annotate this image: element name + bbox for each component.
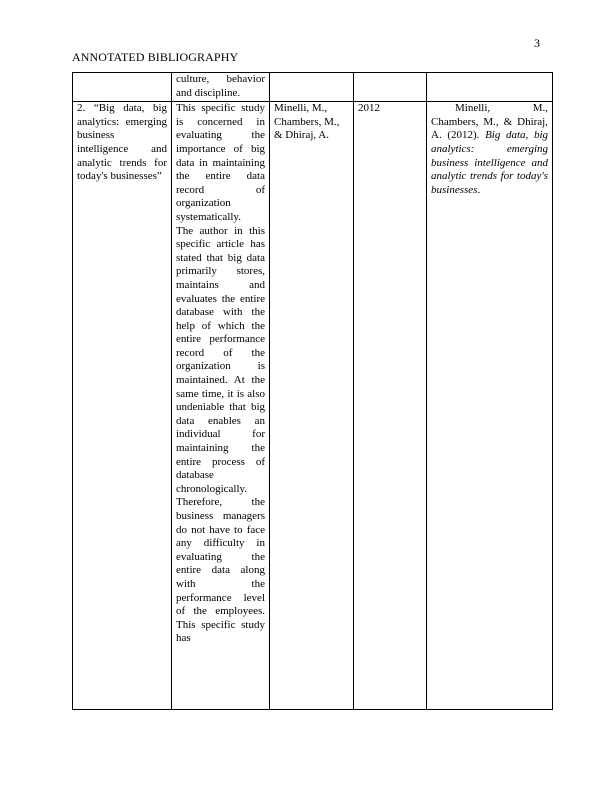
year-cell <box>354 73 427 102</box>
running-head: ANNOTATED BIBLIOGRAPHY <box>72 50 239 64</box>
authors-text: Minelli, M., Chambers, M., & Dhiraj, A. <box>274 102 340 142</box>
summary-paragraph: Therefore, the business managers do not have to face any difficulty in evaluating the entire data along with the performance level of the employees. This specific study has <box>176 496 265 645</box>
year-text: 2012 <box>358 102 380 115</box>
entry-title: 2. “Big data, big analytics: emerging business intelligence and analytic trends for today's businesses” <box>77 102 167 183</box>
citation-title: Big data, big analytics: emerging business intelligence and analytic trends for today's businesses <box>431 129 549 196</box>
summary-cell <box>172 102 270 710</box>
citation-prefix: Minelli, M., Chambers, M., & Dhiraj, A. (2012). <box>431 102 548 142</box>
summary-paragraph: The author in this specific article has stated that big data primarily stores, maintains and evaluates the entire database with the help of which the entire performance record of the organization is maintained. At the same time, it is also undeniable that big data enables an individual for maintaining the entire process of database chronologically. <box>176 224 265 495</box>
title-cell <box>73 102 172 710</box>
citation-text <box>431 102 548 197</box>
citation-cell <box>427 102 553 710</box>
citation-cell <box>427 73 553 102</box>
table-row-continued <box>73 73 553 102</box>
table-row <box>73 102 553 710</box>
summary-cell <box>172 73 270 102</box>
authors-cell <box>270 73 354 102</box>
citation-suffix: . <box>477 183 481 196</box>
bibliography-table <box>72 72 553 710</box>
authors-cell <box>270 102 354 710</box>
title-cell <box>73 73 172 102</box>
page-number: 3 <box>534 36 540 50</box>
summary-text: culture, behavior and discipline. <box>176 73 265 99</box>
summary-paragraph: This specific study is concerned in evaluating the importance of big data in maintaining the entire data record of organization systematically. <box>176 102 265 223</box>
year-cell <box>354 102 427 710</box>
